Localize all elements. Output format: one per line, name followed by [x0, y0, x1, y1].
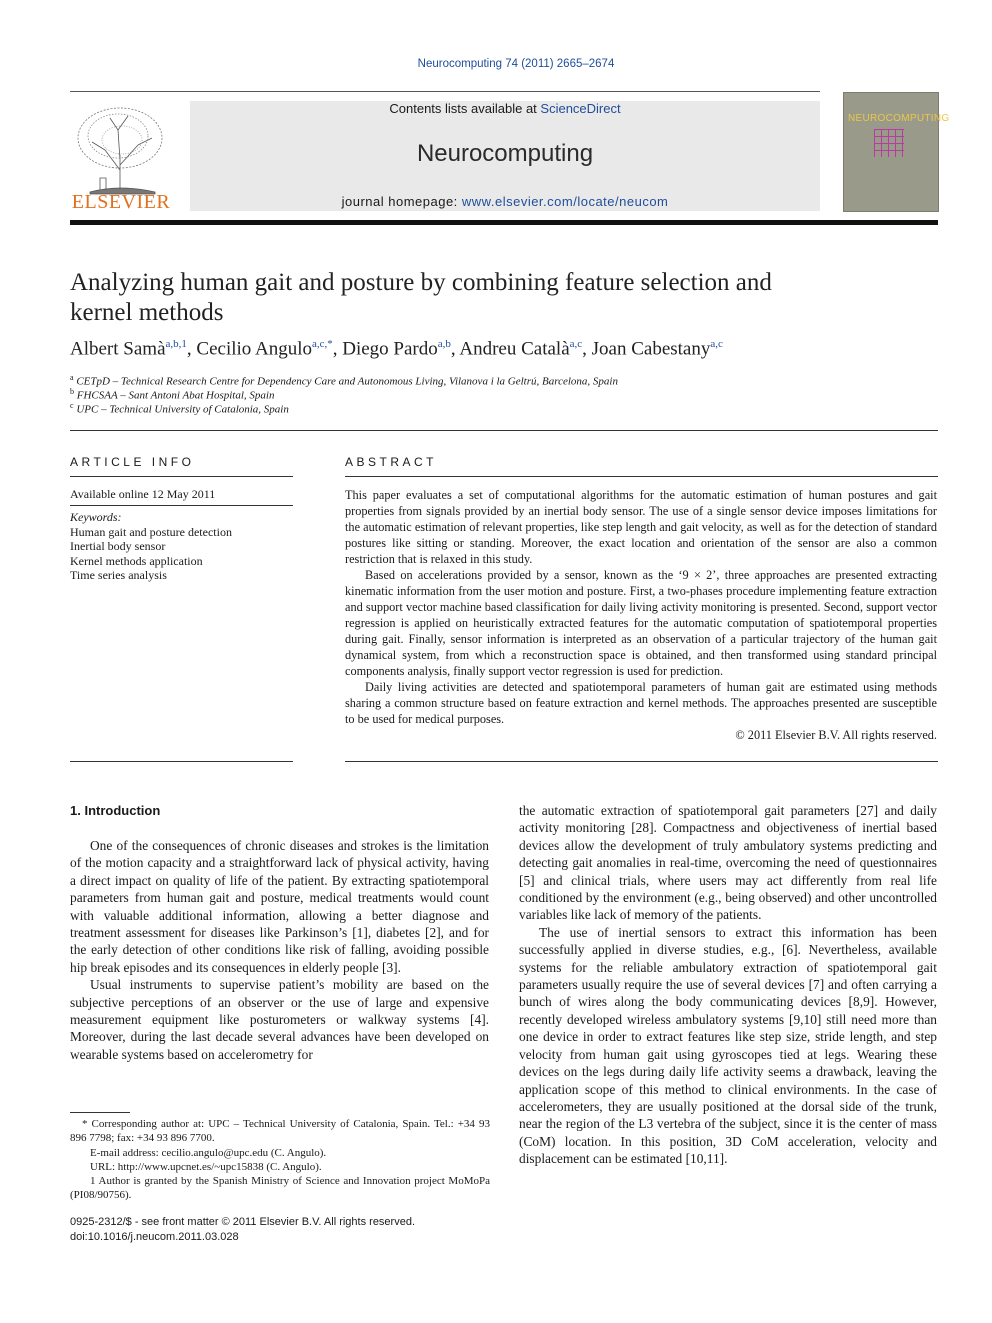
keywords-label: Keywords:	[70, 510, 122, 524]
body-paragraph: the automatic extraction of spatiotemporal gait parameters [27] and daily activity monitoring [28]. Compactness and objectiveness of inertial based devices allow the development of truly ambulatory systems predicting and detecting gait anomalies in real-time, overcoming the need of questionnaires [5] and clinical trials, where users may act differently from real life conditioned by the environment (e.g., being observed) and other uncontrolled variables like lack of memory of the patients.	[519, 803, 937, 923]
keyword: Human gait and posture detection	[70, 524, 232, 539]
author-sep: ,	[450, 338, 460, 360]
affiliation-key: c	[70, 401, 74, 410]
author-affil-sup[interactable]: a,c,*	[311, 338, 333, 350]
title-line-2: kernel methods	[70, 299, 224, 326]
homepage-prefix: journal homepage:	[341, 194, 462, 209]
article-info-rule	[70, 505, 293, 506]
affiliation-text: FHCSAA – Sant Antoni Abat Hospital, Spain	[76, 389, 275, 402]
keyword: Inertial body sensor	[70, 539, 166, 553]
footnote-url[interactable]: URL: http://www.upcnet.es/~upc15838 (C. Angulo).	[90, 1160, 322, 1173]
affiliation	[70, 373, 618, 388]
abstract-paragraph: Daily living activities are detected and spatiotemporal parameters of human gait are estimated using methods sharing a common structure based on feature extraction and kernel methods. The approaches presented are susceptible to be used for medical purposes.	[345, 680, 937, 726]
column-left	[70, 837, 489, 1063]
journal-cover-thumbnail[interactable]	[843, 92, 950, 212]
abstract-bottom-rule	[345, 761, 938, 762]
journal-reference[interactable]: Neurocomputing 74 (2011) 2665–2674	[417, 58, 615, 70]
homepage-link[interactable]: www.elsevier.com/locate/neucom	[461, 194, 669, 209]
affiliation-key: a	[70, 373, 74, 382]
abstract-rule	[345, 476, 938, 477]
affiliation-text: UPC – Technical University of Catalonia, Spain	[76, 403, 289, 416]
body-paragraph: One of the consequences of chronic diseases and strokes is the limitation of the motion capacity and a straightforward lack of physical activity, having a direct impact on quality of life of the patient. By extracting spatiotemporal parameters from human gait and posture, medical treatments would count with valuable additional information, allowing a better diagnose and treatment assessment for diseases like Parkinson’s [1], diabetes [2], and for the early detection of other conditions like risk of falling, avoiding possible hip break episodes and its consequences in elderly people [3].	[70, 838, 489, 975]
article-info-bottom-rule	[70, 761, 293, 762]
article-info-heading: ARTICLE INFO	[70, 455, 195, 469]
author-sep: ,	[332, 338, 343, 360]
body-paragraph: Usual instruments to supervise patient’s mobility are based on the subjective perceptions of an observer or the use of large and expensive measurement equipment like posturometers or walkway systems [4]. Moreover, during the last decade several advances have been developed on wearable systems based on accelerometry for	[70, 977, 489, 1062]
author[interactable]: Joan Cabestany	[591, 338, 711, 360]
author-affil-sup[interactable]: a,c	[569, 338, 583, 350]
abstract-paragraph: This paper evaluates a set of computational algorithms for the automatic estimation of human postures and gait properties from signals provided by an inertial body sensor. The use of a single sensor device imposes limitations for the automatic estimation of relevant properties, like step length and gait velocity, as well as for the detection of standard postures like sitting or standing. Moreover, the exact location and orientation of the sensor are also a common restriction that is relaxed in this study.	[345, 488, 937, 566]
sciencedirect-link[interactable]: ScienceDirect	[540, 101, 621, 116]
copyright-notice: © 2011 Elsevier B.V. All rights reserved.	[735, 728, 937, 742]
header-thick-rule	[70, 220, 938, 225]
footnotes	[70, 1117, 490, 1203]
author-affil-sup[interactable]: a,c	[710, 338, 723, 350]
body-paragraph: The use of inertial sensors to extract this information has been successfully applied in diverse studies, e.g., [6]. Nevertheless, available systems for the reliable ambulatory extraction of spatiotemporal gait parameters usually require the use of several devices [7] and often carrying a bunch of wires along the body communicating devices [8,9]. However, recently developed wireless ambulatory systems [9,10] still need more than one device in order to extract features like step size, stride length, and step velocity from human gait using gyroscopes tied at legs. Wearing these devices on the legs during daily life activity seems a drawback, leaving the application scope of this method to clinical environments. In the case of accelerometers, they are usually positioned at the dorsal side of the trunk, near the region of the L3 vertebra of the subject, since it is the center of mass (CoM) location. In this position, 3D CoM acceleration, velocity and displacement can be estimated [10,11].	[519, 924, 937, 1167]
author-affil-sup[interactable]: a,b	[437, 338, 451, 350]
abstract-body	[345, 487, 937, 743]
journal-homepage	[190, 194, 820, 209]
footnote-grant: 1 Author is granted by the Spanish Ministry of Science and Innovation project MoMoPa (PI08/90756).	[70, 1175, 490, 1202]
author[interactable]: Diego Pardo	[342, 338, 438, 360]
affiliation	[70, 401, 289, 416]
affiliation-text: CETpD – Technical Research Centre for Dependency Care and Autonomous Living, Vilanova i la Geltrú, Barcelona, Spain	[76, 375, 618, 388]
contents-line	[190, 101, 820, 116]
author[interactable]: Albert Samà	[70, 338, 166, 360]
journal-title: Neurocomputing	[416, 140, 594, 167]
cover-grid-graphic	[874, 129, 904, 157]
issn-line: 0925-2312/$ - see front matter © 2011 Elsevier B.V. All rights reserved.	[70, 1216, 416, 1228]
author-affil-sup[interactable]: a,b,1	[165, 338, 187, 350]
introduction-heading: 1. Introduction	[70, 803, 161, 818]
abstract-paragraph: Based on accelerations provided by a sensor, known as the ‘9 × 2’, three approaches are presented extracting kinematic information from the user motion and posture. First, a two-phases procedure implementing feature extraction and support vector machine based classification for daily living activity monitoring is presented. Second, support vector regression is applied on heuristically extracted features for the automatic computation of spatiotemporal properties during gait. Finally, sensor information is interpreted as an observation of a particular trajectory of the human gait dynamical system, from which a reconstruction space is obtained, and then transformed using standard principal components analysis, finally support vector regression is used for prediction.	[345, 568, 937, 678]
title-line-1: Analyzing human gait and posture by combining feature selection and	[70, 269, 772, 296]
abstract-heading: ABSTRACT	[345, 455, 438, 469]
keyword: Time series analysis	[70, 568, 167, 582]
header-top-rule	[70, 91, 820, 92]
footnote-email[interactable]: E-mail address: cecilio.angulo@upc.edu (C. Angulo).	[90, 1146, 327, 1159]
author-list	[70, 338, 950, 360]
article-info-rule	[70, 476, 293, 477]
available-online: Available online 12 May 2011	[70, 487, 216, 501]
keyword: Kernel methods application	[70, 553, 203, 568]
author-sep: ,	[186, 338, 197, 360]
affiliation-key: b	[70, 387, 74, 396]
author[interactable]: Cecilio Angulo	[196, 338, 312, 360]
doi-line[interactable]: doi:10.1016/j.neucom.2011.03.028	[70, 1231, 239, 1243]
column-right	[519, 802, 937, 1168]
keywords-block	[70, 510, 232, 583]
author-sep: ,	[582, 338, 592, 360]
section-divider	[70, 430, 938, 431]
footnote-corresponding: * Corresponding author at: UPC – Technical University of Catalonia, Spain. Tel.: +34 93 896 7798; fax: +34 93 896 7700.	[70, 1118, 490, 1145]
cover-title: NEUROCOMPUTING	[848, 113, 950, 124]
article-title	[70, 268, 930, 328]
footnote-rule	[70, 1112, 130, 1113]
author[interactable]: Andreu Català	[459, 338, 570, 360]
contents-prefix: Contents lists available at	[389, 101, 541, 116]
elsevier-wordmark: ELSEVIER	[71, 191, 171, 213]
affiliation	[70, 387, 274, 402]
